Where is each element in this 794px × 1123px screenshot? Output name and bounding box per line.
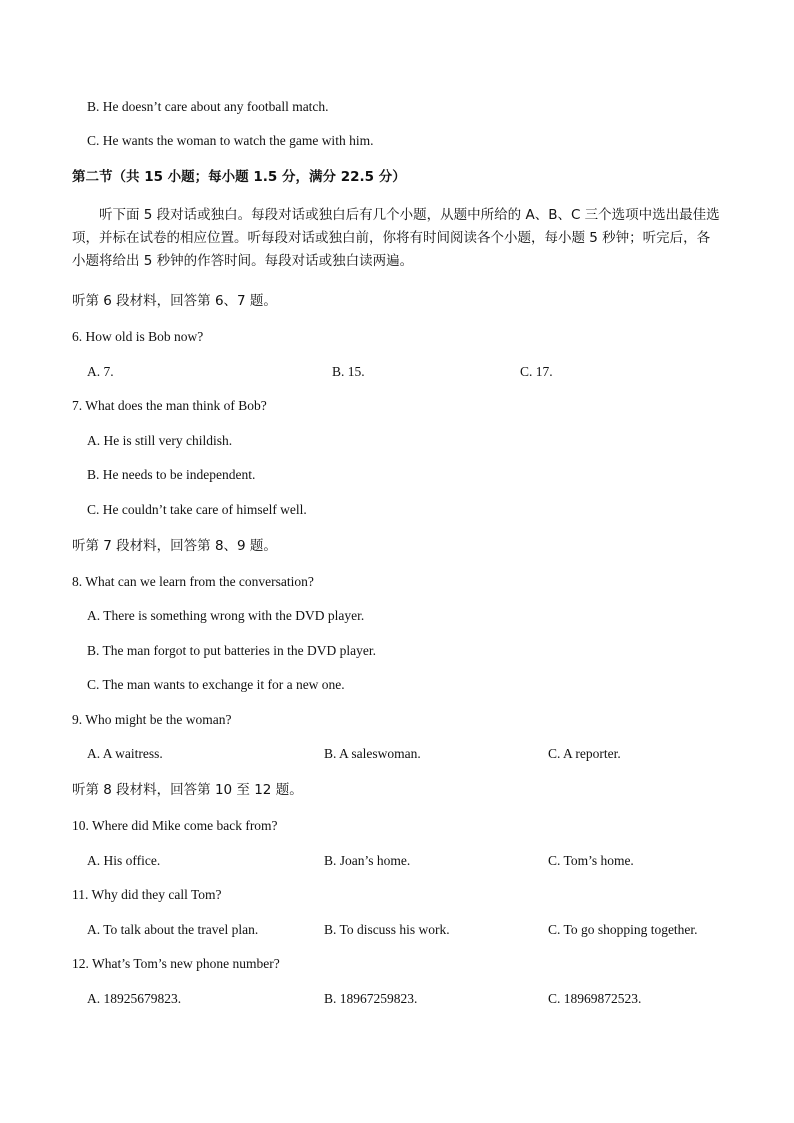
q7-option-a: A. He is still very childish. (87, 433, 233, 448)
material-7-label: 听第 7 段材料，回答第 8、9 题。 (72, 538, 277, 554)
q9-option-a: A. A waitress. (87, 746, 163, 761)
q10-option-b: B. Joan’s home. (324, 853, 411, 868)
q11-option-c: C. To go shopping together. (548, 922, 698, 937)
q12-option-c: C. 18969872523. (548, 991, 642, 1006)
q11-option-b: B. To discuss his work. (324, 922, 450, 937)
q7-stem: 7. What does the man think of Bob? (72, 398, 267, 413)
q6-option-a: A. 7. (87, 364, 114, 379)
q11-option-a: A. To talk about the travel plan. (87, 922, 259, 937)
material-6-label: 听第 6 段材料，回答第 6、7 题。 (72, 293, 277, 309)
material-8-label: 听第 8 段材料，回答第 10 至 12 题。 (72, 782, 303, 798)
q8-option-c: C. The man wants to exchange it for a new one. (87, 677, 345, 692)
q10-stem: 10. Where did Mike come back from? (72, 818, 278, 833)
q6-stem: 6. How old is Bob now? (72, 329, 204, 344)
q8-option-b: B. The man forgot to put batteries in the DVD player. (87, 643, 376, 658)
q10-option-c: C. Tom’s home. (548, 853, 634, 868)
q7-option-c: C. He couldn’t take care of himself well. (87, 502, 307, 517)
q8-option-a: A. There is something wrong with the DVD player. (87, 608, 365, 623)
q12-option-a: A. 18925679823. (87, 991, 182, 1006)
q6-option-c: C. 17. (520, 364, 553, 379)
q12-option-b: B. 18967259823. (324, 991, 418, 1006)
q7-option-b: B. He needs to be independent. (87, 467, 256, 482)
q11-stem: 11. Why did they call Tom? (72, 887, 222, 902)
q12-stem: 12. What’s Tom’s new phone number? (72, 956, 280, 971)
q9-stem: 9. Who might be the woman? (72, 712, 232, 727)
q9-option-c: C. A reporter. (548, 746, 621, 761)
section2-instructions: 听下面 5 段对话或独白。每段对话或独白后有几个小题，从题中所给的 A、B、C 三个选项中选出最佳选项，并标在试卷的相应位置。听每段对话或独白前，你将有时间阅读各个小题，每小题 5 秒钟；听完后，各小题将给出 5 秒钟的作答时间。每段对话或独白读两遍。 (72, 207, 720, 269)
q6-option-b: B. 15. (332, 364, 365, 379)
section2-heading: 第二节（共 15 小题；每小题 1.5 分，满分 22.5 分） (72, 169, 406, 185)
q5-option-c: C. He wants the woman to watch the game with him. (87, 133, 374, 148)
q5-option-b: B. He doesn’t care about any football match. (87, 99, 329, 114)
q10-option-a: A. His office. (87, 853, 161, 868)
q8-stem: 8. What can we learn from the conversation? (72, 574, 314, 589)
q9-option-b: B. A saleswoman. (324, 746, 421, 761)
